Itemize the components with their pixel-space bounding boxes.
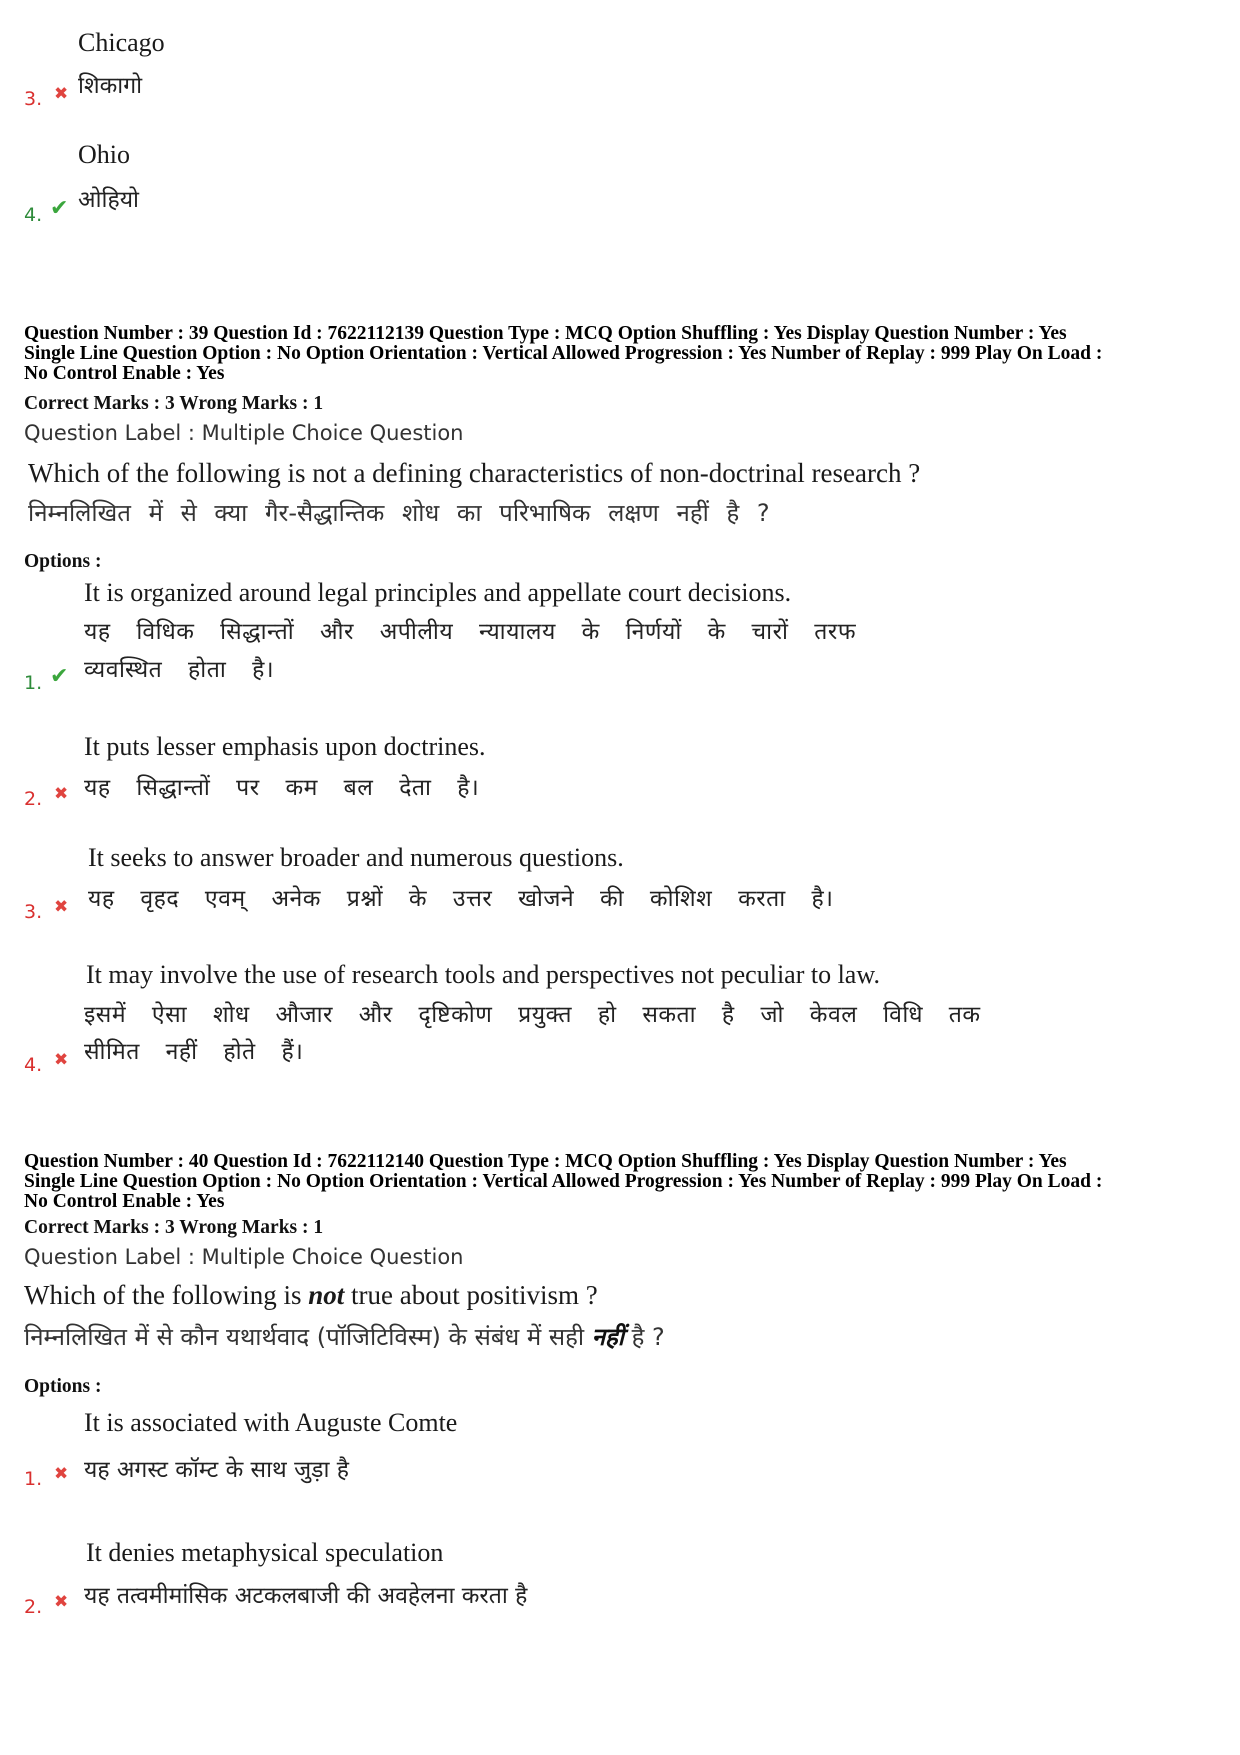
correct-check-icon: ✔ (50, 664, 69, 689)
meta-line: Single Line Question Option : No Option Orientation : Vertical Allowed Progression : Yes Number of Replay : 999 Play On Load : (24, 1171, 1103, 1192)
option-number: 1. (24, 672, 43, 694)
option-4 (24, 960, 1204, 1080)
option-text-hi: शिकागो (78, 73, 143, 99)
option-text-hi: यह तत्वमीमांसिक अटकलबाजी की अवहेलना करता है (84, 1583, 528, 1609)
option-3 (24, 843, 1204, 923)
option-number: 2. (24, 1596, 43, 1618)
option-2 (24, 732, 1204, 812)
question-text-part: Which of the following is (24, 1280, 309, 1310)
wrong-cross-icon: ✖ (54, 1464, 69, 1484)
option-2 (24, 1538, 1204, 1628)
option-text-hi: यह वृहद एवम् अनेक प्रश्नों के उत्तर खोजने की कोशिश करता है। (88, 886, 834, 912)
option-text-en: It denies metaphysical speculation (86, 1538, 444, 1567)
option-number: 3. (24, 88, 43, 110)
question-label: Question Label : Multiple Choice Question (24, 421, 464, 445)
wrong-cross-icon: ✖ (54, 1050, 69, 1070)
question-text-part: निम्नलिखित में से कौन यथार्थवाद (पॉजिटिविस्म) के संबंध में सही (24, 1323, 592, 1351)
meta-line: Question Number : 40 Question Id : 7622112140 Question Type : MCQ Option Shuffling : Yes Display Question Number : Yes (24, 1151, 1067, 1172)
question-emphasis: नहीं (591, 1323, 624, 1351)
question-meta (24, 324, 1224, 384)
option-text-hi: व्यवस्थित होता है। (84, 657, 275, 683)
option-1 (24, 578, 1204, 698)
question-text-part: true about positivism ? (344, 1280, 598, 1310)
wrong-cross-icon: ✖ (54, 784, 69, 804)
option-text-en: It is organized around legal principles and appellate court decisions. (84, 578, 792, 607)
option-1 (24, 1408, 1204, 1498)
question-emphasis: not (308, 1280, 345, 1310)
option-text-hi: इसमें ऐसा शोध औजार और दृष्टिकोण प्रयुक्त हो सकता है जो केवल विधि तक (84, 1002, 981, 1028)
option-number: 3. (24, 901, 43, 923)
question-label: Question Label : Multiple Choice Question (24, 1245, 464, 1269)
meta-line: Question Number : 39 Question Id : 7622112139 Question Type : MCQ Option Shuffling : Yes Display Question Number : Yes (24, 323, 1067, 344)
option-text-en: It may involve the use of research tools and perspectives not peculiar to law. (86, 960, 880, 989)
meta-line: No Control Enable : Yes (24, 363, 225, 384)
options-label: Options : (24, 1376, 102, 1397)
option-text-hi: ओहियो (78, 187, 139, 213)
option-number: 1. (24, 1468, 43, 1490)
wrong-cross-icon: ✖ (54, 1592, 69, 1612)
option-number: 4. (24, 204, 43, 226)
option-text-en: It is associated with Auguste Comte (84, 1408, 458, 1437)
option-text-hi: यह विधिक सिद्धान्तों और अपीलीय न्यायालय के निर्णयों के चारों तरफ (84, 619, 857, 645)
option-text-en: Chicago (78, 28, 165, 57)
option-text-hi: सीमित नहीं होते हैं। (84, 1039, 304, 1065)
question-text-en (24, 1280, 598, 1311)
option-ohio (24, 140, 1204, 230)
question-meta (24, 1152, 1224, 1212)
question-text-hi (24, 1320, 665, 1353)
option-text-hi: यह सिद्धान्तों पर कम बल देता है। (84, 775, 480, 801)
marks-info: Correct Marks : 3 Wrong Marks : 1 (24, 393, 324, 414)
question-text-part: है ? (624, 1323, 665, 1351)
option-number: 2. (24, 788, 43, 810)
marks-info: Correct Marks : 3 Wrong Marks : 1 (24, 1217, 324, 1238)
option-text-en: It puts lesser emphasis upon doctrines. (84, 732, 486, 761)
option-number: 4. (24, 1054, 43, 1076)
meta-line: Single Line Question Option : No Option Orientation : Vertical Allowed Progression : Yes Number of Replay : 999 Play On Load : (24, 343, 1103, 364)
option-text-en: It seeks to answer broader and numerous questions. (88, 843, 624, 872)
option-text-en: Ohio (78, 140, 130, 169)
options-label: Options : (24, 551, 102, 572)
option-text-hi: यह अगस्ट कॉम्ट के साथ जुड़ा है (84, 1457, 349, 1483)
wrong-cross-icon: ✖ (54, 84, 69, 104)
wrong-cross-icon: ✖ (54, 897, 69, 917)
correct-check-icon: ✔ (50, 196, 69, 221)
question-text-en: Which of the following is not a defining characteristics of non-doctrinal research ? (28, 458, 921, 488)
question-text-hi: निम्नलिखित में से क्या गैर-सैद्धान्तिक शोध का परिभाषिक लक्षण नहीं है ? (28, 499, 770, 527)
meta-line: No Control Enable : Yes (24, 1191, 225, 1212)
option-chicago (24, 28, 1204, 118)
